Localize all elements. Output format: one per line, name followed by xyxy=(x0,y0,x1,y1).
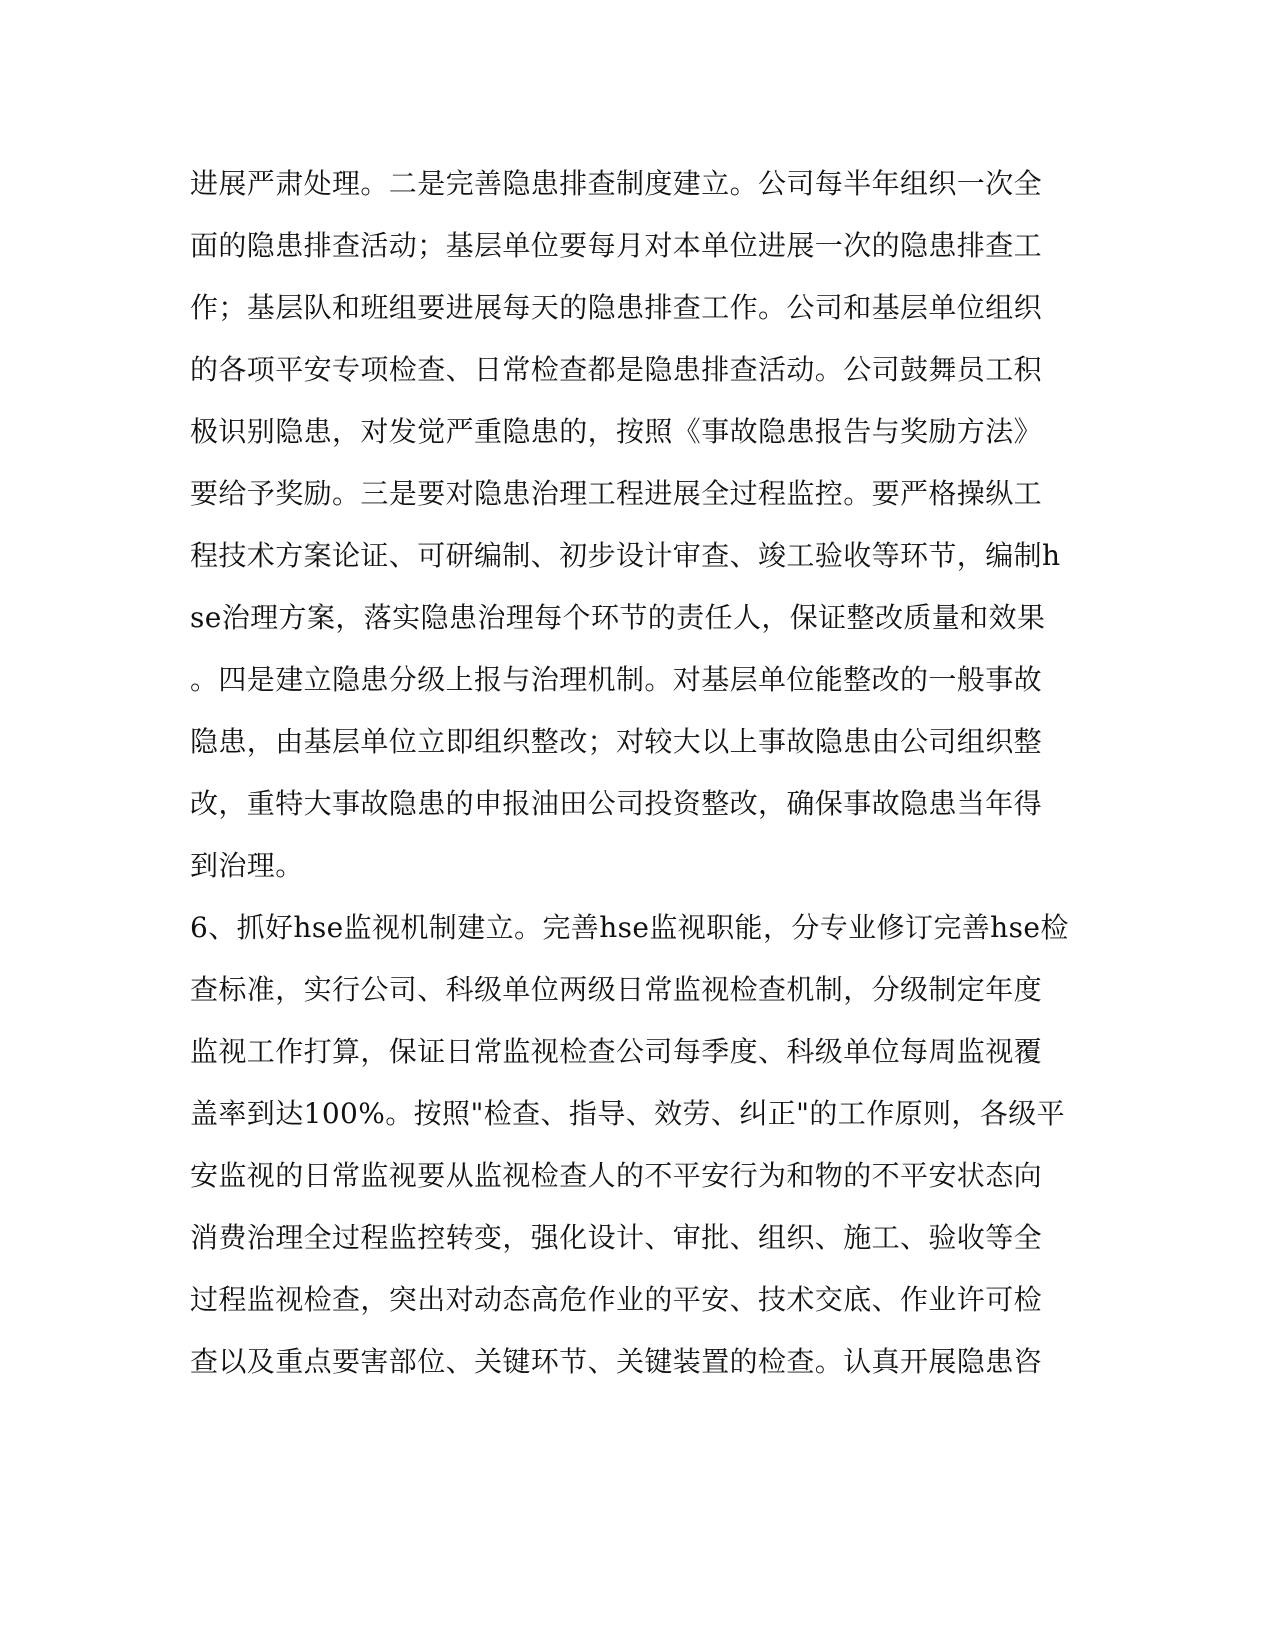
text-line-10: 隐患，由基层单位立即组织整改；对较大以上事故隐患由公司组织整 xyxy=(190,725,1043,758)
text-line-5: 极识别隐患，对发觉严重隐患的，按照《事故隐患报告与奖励方法》 xyxy=(190,415,1043,448)
text-line-8: se治理方案，落实隐患治理每个环节的责任人，保证整改质量和效果 xyxy=(190,601,1046,634)
text-line-14: 查标准，实行公司、科级单位两级日常监视检查机制，分级制定年度 xyxy=(190,973,1043,1006)
text-line-1: 进展严肃处理。二是完善隐患排查制度建立。公司每半年组织一次全 xyxy=(190,167,1043,200)
text-line-3: 作；基层队和班组要进展每天的隐患排查工作。公司和基层单位组织 xyxy=(190,291,1043,324)
text-line-17: 安监视的日常监视要从监视检查人的不平安行为和物的不平安状态向 xyxy=(190,1159,1043,1192)
text-line-9: 。四是建立隐患分级上报与治理机制。对基层单位能整改的一般事故 xyxy=(190,663,1043,696)
text-line-12: 到治理。 xyxy=(190,849,304,882)
text-line-4: 的各项平安专项检查、日常检查都是隐患排查活动。公司鼓舞员工积 xyxy=(190,353,1043,386)
text-line-7: 程技术方案论证、可研编制、初步设计审查、竣工验收等环节，编制h xyxy=(190,539,1061,572)
text-line-19: 过程监视检查，突出对动态高危作业的平安、技术交底、作业许可检 xyxy=(190,1283,1043,1316)
text-line-6: 要给予奖励。三是要对隐患治理工程进展全过程监控。要严格操纵工 xyxy=(190,477,1043,510)
text-line-2: 面的隐患排查活动；基层单位要每月对本单位进展一次的隐患排查工 xyxy=(190,229,1043,262)
text-line-18: 消费治理全过程监控转变，强化设计、审批、组织、施工、验收等全 xyxy=(190,1221,1043,1254)
text-line-15: 监视工作打算，保证日常监视检查公司每季度、科级单位每周监视覆 xyxy=(190,1035,1043,1068)
text-line-11: 改，重特大事故隐患的申报油田公司投资整改，确保事故隐患当年得 xyxy=(190,787,1043,820)
text-line-16: 盖率到达100%。按照"检查、指导、效劳、纠正"的工作原则，各级平 xyxy=(190,1097,1066,1130)
text-line-20: 查以及重点要害部位、关键环节、关键装置的检查。认真开展隐患咨 xyxy=(190,1345,1043,1378)
text-line-13: 6、抓好hse监视机制建立。完善hse监视职能，分专业修订完善hse检 xyxy=(190,911,1069,944)
